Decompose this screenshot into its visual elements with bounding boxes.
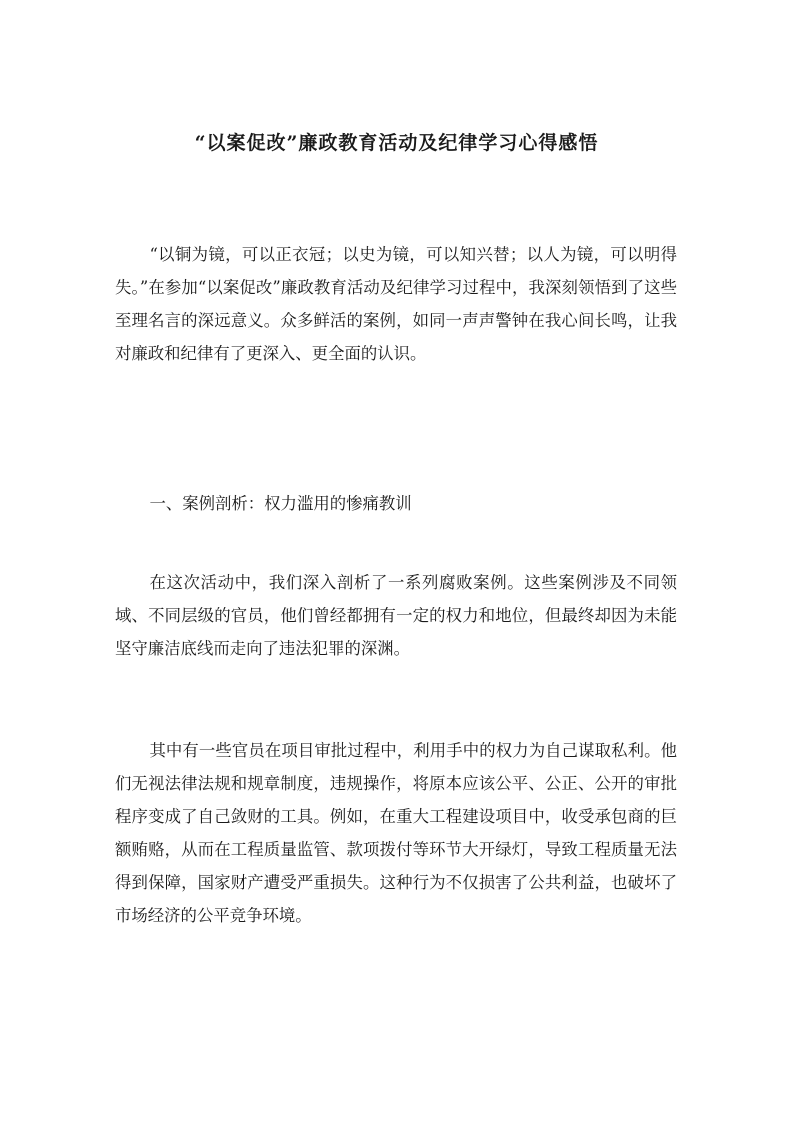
section-heading-1: 一、案例剖析：权力滥用的惨痛教训 (149, 494, 412, 513)
paragraph-intro: “以铜为镜，可以正衣冠；以史为镜，可以知兴替；以人为镜，可以明得失。”在参加“以案促改”廉政教育活动及纪律学习过程中，我深刻领悟到了这些至理名言的深远意义。众多鲜活的案例，如同一声声警钟在我心间长鸣，让我对廉政和纪律有了更深入、更全面的认识。 (115, 245, 677, 363)
paragraph-case-detail: 其中有一些官员在项目审批过程中，利用手中的权力为自己谋取私利。他们无视法律法规和规章制度，违规操作，将原本应该公平、公正、公开的审批程序变成了自己敛财的工具。例如，在重大工程建设项目中，收受承包商的巨额贿赂，从而在工程质量监管、款项拨付等环节大开绿灯，导致工程质量无法得到保障，国家财产遭受严重损失。这种行为不仅损害了公共利益，也破坏了市场经济的公平竞争环境。 (115, 741, 677, 925)
paragraph-case-overview: 在这次活动中，我们深入剖析了一系列腐败案例。这些案例涉及不同领域、不同层级的官员，他们曾经都拥有一定的权力和地位，但最终却因为未能坚守廉洁底线而走向了违法犯罪的深渊。 (115, 573, 677, 658)
document-title: “以案促改”廉政教育活动及纪律学习心得感悟 (194, 132, 599, 154)
